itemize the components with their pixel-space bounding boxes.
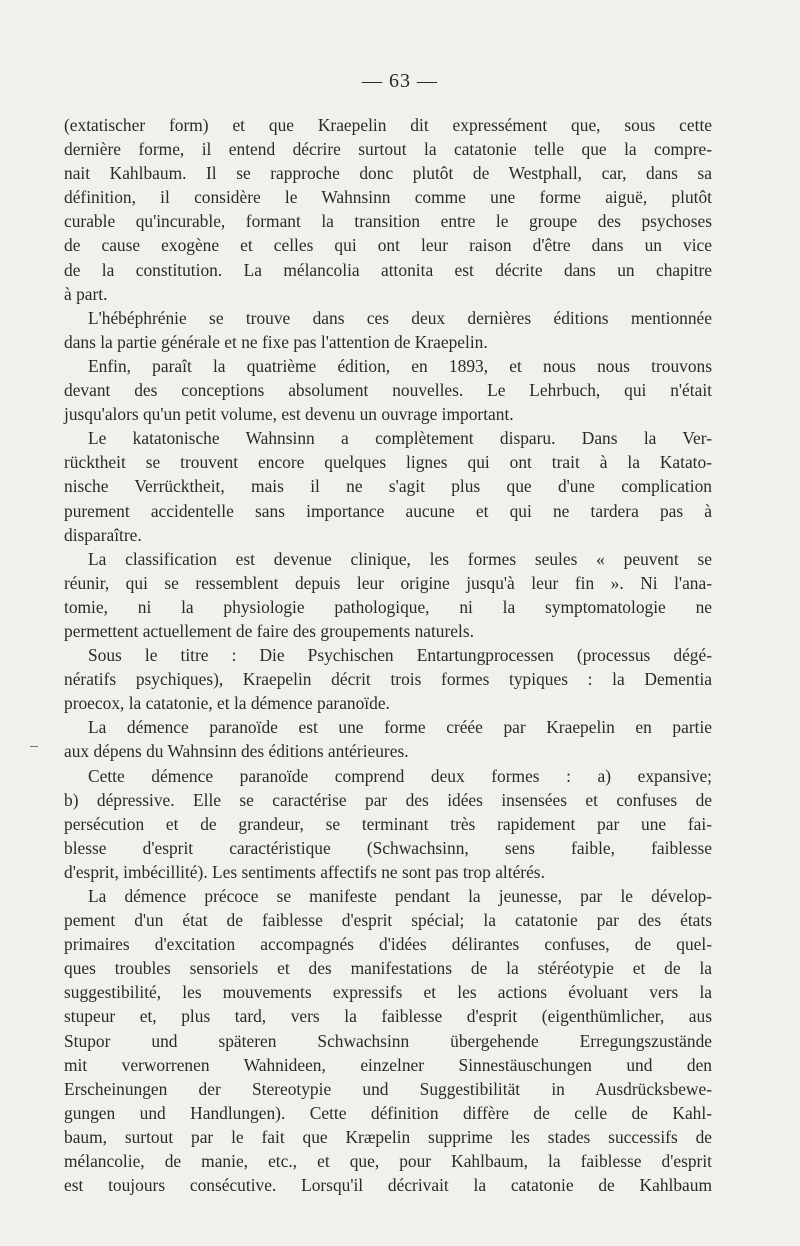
text-line: Enfin, paraît la quatrième édition, en 1893, et nous nous trouvons xyxy=(88,355,712,376)
text-line: rücktheit se trouvent encore quelques lignes qui ont trait à la Katato- xyxy=(64,452,712,473)
text-line: dernière forme, il entend décrire surtout la catatonie telle que la compre- xyxy=(64,139,712,160)
text-line: persécution et de grandeur, se terminant très rapidement par une fai- xyxy=(64,813,712,834)
text-line: nische Verrücktheit, mais il ne s'agit plus que d'une complication xyxy=(64,476,712,497)
text-line: curable qu'incurable, formant la transition entre le groupe des psychoses xyxy=(64,211,712,232)
text-line: est toujours consécutive. Lorsqu'il décrivait la catatonie de Kahlbaum xyxy=(64,1175,712,1196)
margin-mark xyxy=(30,746,38,747)
text-line: mit verworrenen Wahnideen, einzelner Sinnestäuschungen und den xyxy=(64,1054,712,1075)
text-line: L'hébéphrénie se trouve dans ces deux dernières éditions mentionnée xyxy=(88,307,712,328)
text-line: Erscheinungen der Stereotypie und Suggestibilität in Ausdrücksbewe- xyxy=(64,1078,712,1099)
text-line: mélancolie, de manie, etc., et que, pour Kahlbaum, la faiblesse d'esprit xyxy=(64,1151,712,1172)
text-line: ques troubles sensoriels et des manifestations de la stéréotypie et de la xyxy=(64,958,712,979)
text-line: La démence paranoïde est une forme créée par Kraepelin en partie xyxy=(88,717,712,738)
text-line: nait Kahlbaum. Il se rapproche donc plutôt de Westphall, car, dans sa xyxy=(64,163,712,184)
text-line: devant des conceptions absolument nouvelles. Le Lehrbuch, qui n'était xyxy=(64,380,712,401)
text-line: gungen und Handlungen). Cette définition diffère de celle de Kahl- xyxy=(64,1102,712,1123)
text-line: Cette démence paranoïde comprend deux formes : a) expansive; xyxy=(88,765,712,786)
text-line: réunir, qui se ressemblent depuis leur origine jusqu'à leur fin ». Ni l'ana- xyxy=(64,572,712,593)
text-line: Le katatonische Wahnsinn a complètement disparu. Dans la Ver- xyxy=(88,428,712,449)
text-line: disparaître. xyxy=(64,524,142,545)
text-line: La classification est devenue clinique, les formes seules « peuvent se xyxy=(88,548,712,569)
text-line: jusqu'alors qu'un petit volume, est devenu un ouvrage important. xyxy=(64,404,514,425)
text-line: à part. xyxy=(64,283,108,304)
text-line: proecox, la catatonie, et la démence paranoïde. xyxy=(64,693,390,714)
text-line: tomie, ni la physiologie pathologique, ni la symptomatologie ne xyxy=(64,596,712,617)
text-line: stupeur et, plus tard, vers la faiblesse d'esprit (eigenthümlicher, aus xyxy=(64,1006,712,1027)
text-line: Sous le titre : Die Psychischen Entartungprocessen (processus dégé- xyxy=(88,645,712,666)
text-line: Stupor und späteren Schwachsinn übergehende Erregungszustände xyxy=(64,1030,712,1051)
text-line: purement accidentelle sans importance aucune et qui ne tardera pas à xyxy=(64,500,712,521)
text-line: d'esprit, imbécillité). Les sentiments affectifs ne sont pas trop altérés. xyxy=(64,861,545,882)
text-line: de la constitution. La mélancolia attonita est décrite dans un chapitre xyxy=(64,259,712,280)
text-line: suggestibilité, les mouvements expressifs et les actions évoluant vers la xyxy=(64,982,712,1003)
text-line: permettent actuellement de faire des groupements naturels. xyxy=(64,620,474,641)
text-line: blesse d'esprit caractéristique (Schwachsinn, sens faible, faiblesse xyxy=(64,837,712,858)
text-line: aux dépens du Wahnsinn des éditions antérieures. xyxy=(64,741,409,762)
text-line: La démence précoce se manifeste pendant la jeunesse, par le dévelop- xyxy=(88,886,712,906)
text-line: primaires d'excitation accompagnés d'idées délirantes confuses, de quel- xyxy=(64,934,712,955)
text-line: (extatischer form) et que Kraepelin dit expressément que, sous cette xyxy=(64,115,712,135)
page-number: — 63 — xyxy=(362,70,438,92)
body-text xyxy=(64,113,712,1197)
text-line: nératifs psychiques), Kraepelin décrit trois formes typiques : la Dementia xyxy=(64,669,712,690)
text-line: définition, il considère le Wahnsinn comme une forme aiguë, plutôt xyxy=(64,187,712,208)
text-line: pement d'un état de faiblesse d'esprit spécial; la catatonie par des états xyxy=(64,910,712,931)
text-line: b) dépressive. Elle se caractérise par des idées insensées et confuses de xyxy=(64,789,712,810)
text-line: de cause exogène et celles qui ont leur raison d'être dans un vice xyxy=(64,235,712,256)
text-line: baum, surtout par le fait que Kræpelin supprime les stades successifs de xyxy=(64,1126,712,1147)
text-line: dans la partie générale et ne fixe pas l'attention de Kraepelin. xyxy=(64,331,488,352)
